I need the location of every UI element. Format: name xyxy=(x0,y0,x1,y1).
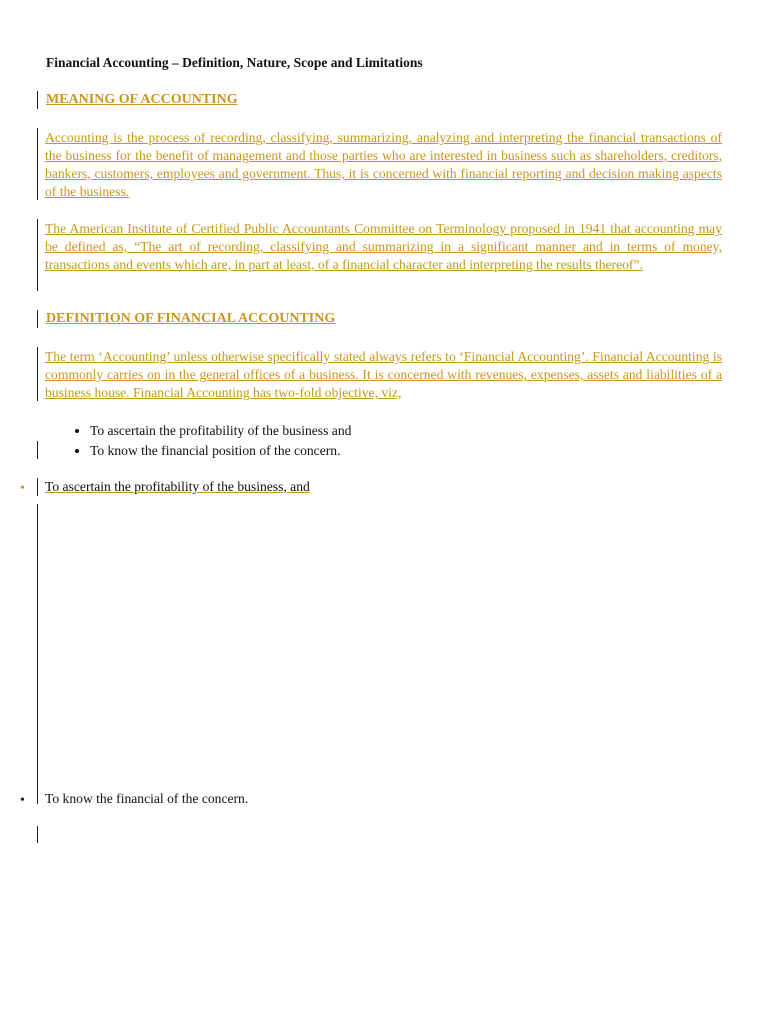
change-bar xyxy=(37,219,38,291)
change-bar xyxy=(37,826,38,843)
change-bar xyxy=(37,310,38,328)
list-item: • To know the financial position of the concern. xyxy=(90,441,351,461)
meaning-paragraph-2: The American Institute of Certified Public Accountants Committee on Terminology proposed in 1941 that accounting may be defined as, “The art of recording, classifying and summarizing in a significant manner and in terms of money, transactions and events which are, in part at least, of a financial character and interpreting the results thereof”. xyxy=(45,221,722,272)
change-bar xyxy=(37,128,38,200)
list-item: • To ascertain the profitability of the business and xyxy=(90,421,351,441)
bullet-item: To know the financial of the concern. xyxy=(45,791,249,806)
meaning-of-accounting-heading: MEANING OF ACCOUNTING xyxy=(46,92,238,107)
tracked-bullet-item: To ascertain the profitability of the business, and xyxy=(45,479,310,494)
change-bar xyxy=(37,91,38,109)
change-bar xyxy=(37,347,38,401)
objectives-list xyxy=(70,421,351,461)
page-title: Financial Accounting – Definition, Nature, Scope and Limitations xyxy=(46,55,423,70)
bullet-icon: • xyxy=(20,793,25,808)
definition-heading: DEFINITION OF FINANCIAL ACCOUNTING xyxy=(46,311,336,326)
change-bar xyxy=(37,441,38,459)
bullet-icon: • xyxy=(20,481,25,496)
change-bar xyxy=(37,504,38,804)
change-bar xyxy=(37,478,38,496)
definition-paragraph: The term ‘Accounting’ unless otherwise specifically stated always refers to ‘Financial Accounting’. Financial Accounting is commonly carries on in the general offices of a business. It is concerned with revenues, expenses, assets and liabilities of a business house. Financial Accounting has two-fold objective, viz, xyxy=(45,349,722,400)
meaning-paragraph-1: Accounting is the process of recording, classifying, summarizing, analyzing and interpreting the financial transactions of the business for the benefit of management and those parties who are interested in business such as shareholders, creditors, bankers, customers, employees and government. Thus, it is concerned with financial reporting and decision making aspects of the business. xyxy=(45,130,722,199)
